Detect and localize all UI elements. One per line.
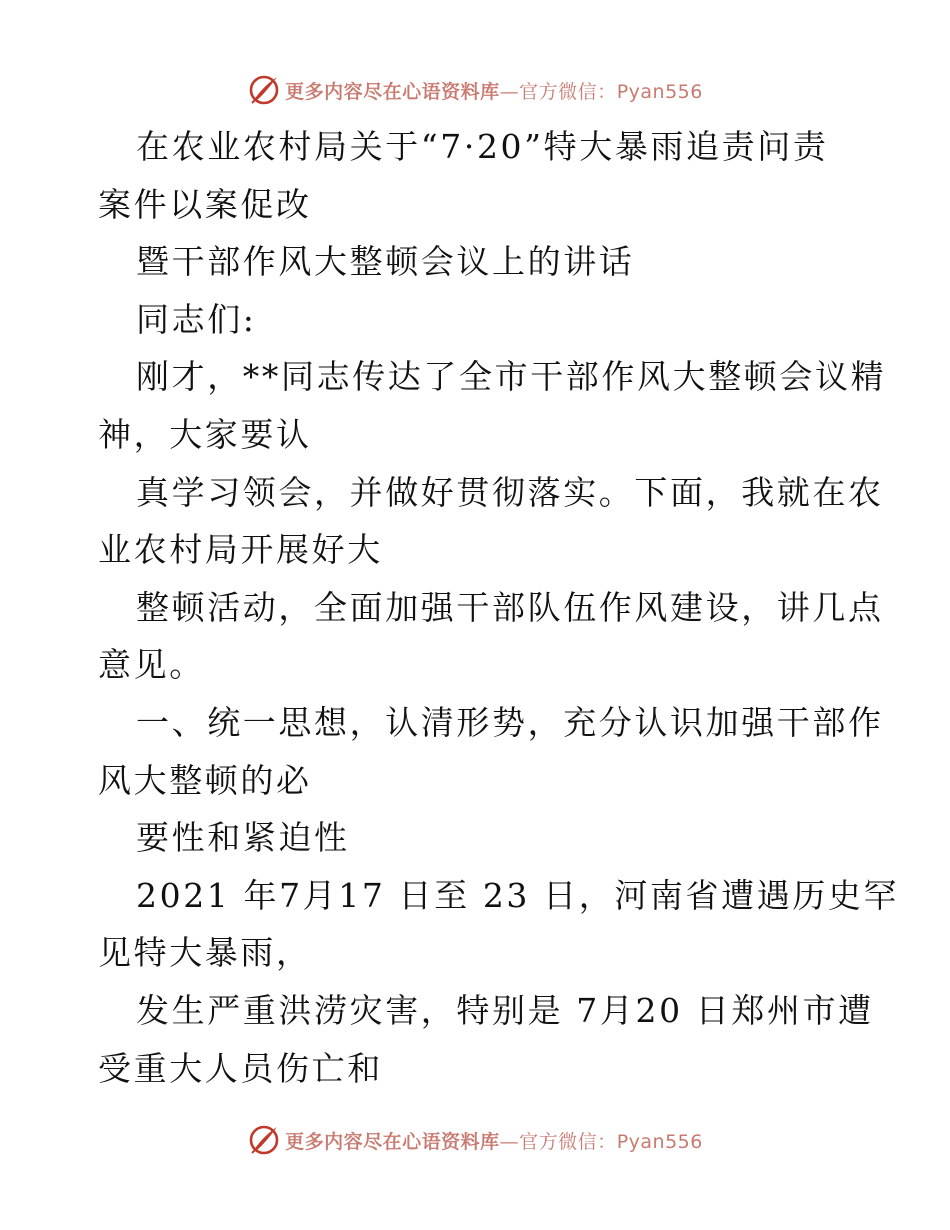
text-line: 在农业农村局关于“7·20”特大暴雨追责问责: [136, 127, 829, 166]
text-line: 受重大人员伤亡和: [98, 1048, 383, 1088]
watermark-contact: 官方微信：: [519, 1130, 617, 1153]
text-line: 要性和紧迫性: [136, 818, 350, 858]
text-line: 风大整顿的必: [98, 760, 312, 800]
watermark-separator: —: [499, 1130, 520, 1153]
text-line: 神，大家要认: [98, 414, 312, 454]
text-line: 同志们:: [136, 299, 257, 339]
document-body: [98, 118, 900, 1097]
quill-pen-logo-icon: [247, 73, 281, 107]
text-line: 刚才，**同志传达了全市干部作风大整顿会议精: [136, 357, 887, 397]
text-line: 一、统一思想，认清形势，充分认识加强干部作: [136, 702, 884, 742]
text-line: 2021 年7月17 日至 23 日，河南省遭遇历史罕: [136, 875, 900, 915]
text-line: 暨干部作风大整顿会议上的讲话: [136, 242, 635, 282]
text-line: 案件以案促改: [98, 184, 312, 224]
watermark-label: 更多内容尽在心语资料库: [285, 1130, 500, 1153]
text-line: 见特大暴雨，: [98, 933, 312, 973]
text-line: 业农村局开展好大: [98, 530, 383, 570]
text-line: 真学习领会，并做好贯彻落实。下面，我就在农: [136, 472, 884, 512]
text-line: 整顿活动，全面加强干部队伍作风建设，讲几点: [136, 587, 884, 627]
watermark-id: Pyan556: [616, 1130, 703, 1153]
text-line: 发生严重洪涝灾害，特别是 7月20 日郑州市遭: [136, 990, 874, 1030]
watermark-text: [285, 1127, 703, 1154]
top-watermark-banner: [0, 70, 950, 110]
watermark-separator: —: [499, 80, 520, 103]
watermark-text: [285, 77, 703, 104]
bottom-watermark-banner: [0, 1120, 950, 1160]
watermark-label: 更多内容尽在心语资料库: [285, 80, 500, 103]
watermark-id: Pyan556: [616, 80, 703, 103]
quill-pen-logo-icon: [247, 1123, 281, 1157]
text-line: 意见。: [98, 645, 205, 685]
watermark-contact: 官方微信：: [519, 80, 617, 103]
